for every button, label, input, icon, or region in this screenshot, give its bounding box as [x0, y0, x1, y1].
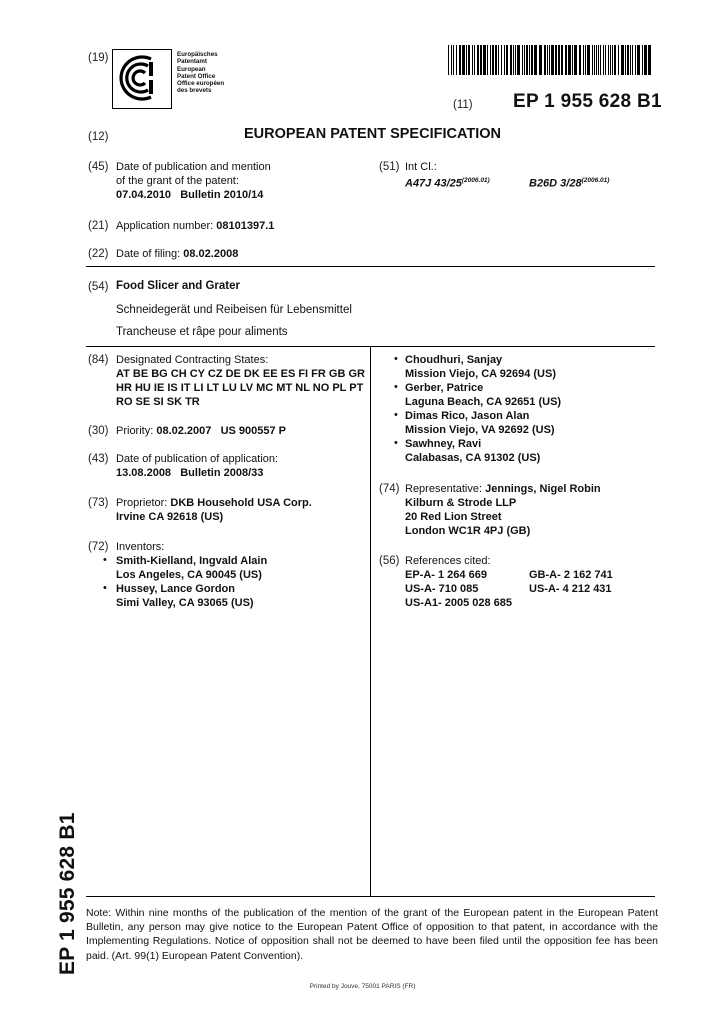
code-19: (19)	[88, 52, 109, 64]
application-number-value: 08101397.1	[216, 220, 275, 232]
code-43: (43)	[88, 453, 109, 465]
inventor-entry	[405, 409, 555, 437]
representative-line-3: London WC1R 4PJ (GB)	[405, 525, 531, 537]
reference-item: US-A- 710 085	[405, 583, 479, 595]
office-line-4: Patent Office	[177, 72, 216, 80]
code-72: (72)	[88, 541, 109, 553]
representative	[405, 482, 601, 538]
application-number	[116, 219, 274, 233]
office-line-3: European	[177, 65, 206, 73]
inventor-entry	[405, 353, 556, 381]
grant-publication	[116, 160, 271, 202]
opposition-note: Note: Within nine months of the publication of the mention of the grant of the European patent in the European Patent Bulletin, any person may give notice to the European Patent Office of opposition to that patent, in accordance with the Implementing Regulations. Notice of opposition shall not be deemed to have been filed until the opposition fee has been paid. (Art. 99(1) European Patent Convention).	[86, 907, 658, 962]
office-line-6: des brevets	[177, 87, 212, 95]
inventor-address: Mission Viejo, VA 92692 (US)	[405, 424, 555, 436]
representative-name: Jennings, Nigel Robin	[485, 483, 601, 495]
inventor-name: Gerber, Patrice	[405, 382, 484, 394]
office-name	[177, 51, 224, 95]
inventor-name: Sawhney, Ravi	[405, 438, 482, 450]
int-cl-label: Int Cl.:	[405, 161, 437, 173]
inventor-address: Simi Valley, CA 93065 (US)	[116, 597, 254, 609]
application-publication-value: 13.08.2008 Bulletin 2008/33	[116, 467, 264, 479]
invention-title-fr: Trancheuse et râpe pour aliments	[116, 326, 288, 338]
spec-title: EUROPEAN PATENT SPECIFICATION	[244, 126, 501, 142]
application-publication	[116, 452, 278, 480]
code-51: (51)	[379, 161, 400, 173]
side-publication-number: EP 1 955 628 B1	[56, 812, 79, 975]
code-30: (30)	[88, 425, 109, 437]
int-cl-class-2-code: B26D 3/28	[529, 177, 582, 190]
inventor-address: Los Angeles, CA 90045 (US)	[116, 569, 262, 581]
epo-logo	[112, 49, 172, 109]
filing-date	[116, 247, 238, 261]
filing-date-label: Date of filing:	[116, 248, 181, 260]
designated-states	[116, 353, 365, 409]
inventor-name: Dimas Rico, Jason Alan	[405, 410, 530, 422]
inventor-name: Hussey, Lance Gordon	[116, 583, 235, 595]
proprietor-label: Proprietor:	[116, 497, 168, 509]
invention-title-de: Schneidegerät und Reibeisen für Lebensmittel	[116, 304, 352, 316]
representative-label: Representative:	[405, 483, 483, 495]
code-11: (11)	[453, 99, 473, 111]
proprietor-name: DKB Household USA Corp.	[170, 497, 312, 509]
code-12: (12)	[88, 131, 109, 143]
invention-title-en: Food Slicer and Grater	[116, 280, 240, 292]
priority-label: Priority:	[116, 425, 154, 437]
code-84: (84)	[88, 354, 109, 366]
designated-states-line-2: HR HU IE IS IT LI LT LU LV MC MT NL NO PL PT	[116, 382, 364, 394]
inventor-address: Mission Viejo, CA 92694 (US)	[405, 368, 556, 380]
code-54: (54)	[88, 281, 109, 293]
application-number-label: Application number:	[116, 220, 214, 232]
inventors-label: Inventors:	[116, 541, 165, 553]
code-22: (22)	[88, 248, 109, 260]
bullet: •	[394, 409, 398, 421]
publication-number: EP 1 955 628 B1	[513, 91, 662, 112]
priority-value: 08.02.2007 US 900557 P	[156, 425, 287, 437]
representative-line-1: Kilburn & Strode LLP	[405, 497, 517, 509]
bullet: •	[103, 554, 107, 566]
int-cl-class-2	[529, 174, 609, 191]
bullet: •	[394, 381, 398, 393]
int-cl-class-1	[405, 174, 490, 191]
inventor-entry	[116, 554, 267, 582]
office-line-2: Patentamt	[177, 58, 207, 66]
office-line-1: Europäisches	[177, 51, 218, 58]
invention-title	[116, 280, 352, 338]
column-divider	[370, 346, 371, 897]
code-56: (56)	[379, 555, 400, 567]
int-cl-class-2-version: (2006.01)	[581, 177, 610, 184]
priority	[116, 424, 286, 438]
grant-date: 07.04.2010 Bulletin 2010/14	[116, 189, 264, 201]
inventor-address: Calabasas, CA 91302 (US)	[405, 452, 541, 464]
reference-item: EP-A- 1 264 669	[405, 569, 487, 581]
reference-item: US-A- 4 212 431	[529, 583, 612, 595]
office-line-5: Office européen	[177, 80, 225, 88]
barcode	[448, 45, 654, 75]
reference-item: US-A1- 2005 028 685	[405, 597, 513, 609]
code-73: (73)	[88, 497, 109, 509]
int-cl-class-1-code: A47J 43/25	[405, 177, 462, 190]
designated-states-line-3: RO SE SI SK TR	[116, 396, 200, 408]
inventor-entry	[405, 381, 561, 409]
bullet: •	[394, 353, 398, 365]
designated-states-label: Designated Contracting States:	[116, 354, 269, 366]
references-label: References cited:	[405, 555, 491, 567]
inventor-entry	[116, 582, 254, 610]
grant-label-1: Date of publication and mention	[116, 161, 271, 173]
inventor-address: Laguna Beach, CA 92651 (US)	[405, 396, 562, 408]
code-74: (74)	[379, 483, 400, 495]
divider-top	[86, 266, 655, 267]
proprietor	[116, 496, 312, 524]
code-21: (21)	[88, 220, 109, 232]
divider-bottom	[86, 896, 655, 897]
representative-line-2: 20 Red Lion Street	[405, 511, 502, 523]
grant-label-2: of the grant of the patent:	[116, 175, 239, 187]
bullet: •	[103, 582, 107, 594]
filing-date-value: 08.02.2008	[183, 248, 239, 260]
bullet: •	[394, 437, 398, 449]
application-publication-label: Date of publication of application:	[116, 453, 279, 465]
printed-by: Printed by Jouve, 75001 PARIS (FR)	[309, 983, 416, 990]
reference-item: GB-A- 2 162 741	[529, 569, 613, 581]
int-cl-class-1-version: (2006.01)	[461, 177, 490, 184]
designated-states-line-1: AT BE BG CH CY CZ DE DK EE ES FI FR GB GR	[116, 368, 365, 380]
inventor-name: Choudhuri, Sanjay	[405, 354, 503, 366]
inventor-name: Smith-Kielland, Ingvald Alain	[116, 555, 268, 567]
inventor-entry	[405, 437, 540, 465]
proprietor-address: Irvine CA 92618 (US)	[116, 511, 224, 523]
code-45: (45)	[88, 161, 109, 173]
epo-logo-icon	[113, 50, 170, 107]
